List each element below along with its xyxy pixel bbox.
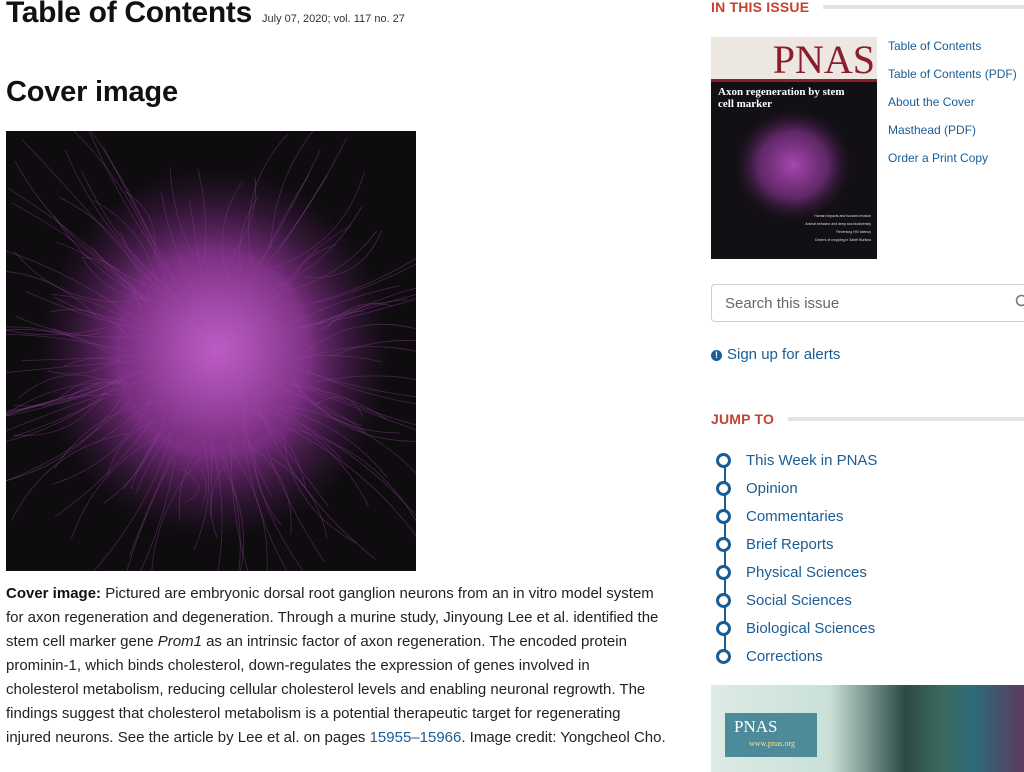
caption-label: Cover image: <box>6 585 102 602</box>
toc-pdf-link[interactable]: Table of Contents (PDF) <box>888 67 1017 81</box>
in-this-issue-label: IN THIS ISSUE <box>711 0 810 15</box>
cover-headline-line-1: Axon regeneration by stem <box>718 86 845 98</box>
search-icon[interactable] <box>1015 294 1024 309</box>
issue-link-item <box>888 37 1017 65</box>
masthead-pdf-link[interactable]: Masthead (PDF) <box>888 123 977 137</box>
jump-item-brief-reports <box>711 530 877 558</box>
search-issue-box <box>711 284 1024 322</box>
sign-up-alerts-link[interactable] <box>711 346 840 363</box>
issue-cover-thumbnail[interactable] <box>711 37 877 259</box>
cover-teaser: Reversing HIV latency <box>836 230 871 234</box>
gene-name: Prom1 <box>157 633 202 650</box>
circle-icon <box>716 509 731 524</box>
issue-link-item <box>888 65 1017 93</box>
issue-link-item <box>888 93 1017 121</box>
issue-info: July 07, 2020; vol. 117 no. 27 <box>262 13 405 25</box>
section-divider <box>788 417 1024 421</box>
banner-url: www.pnas.org <box>749 739 795 748</box>
banner-logo-box <box>725 713 817 757</box>
exclamation-icon: ! <box>711 350 722 361</box>
jump-link[interactable]: Social Sciences <box>746 591 852 609</box>
jump-item-opinion <box>711 474 877 502</box>
page-title-row <box>6 0 405 30</box>
cover-section-heading: Cover image <box>6 76 178 108</box>
circle-icon <box>716 453 731 468</box>
jump-to-label: JUMP TO <box>711 411 775 427</box>
cover-image[interactable] <box>6 131 416 571</box>
jump-link[interactable]: Brief Reports <box>746 535 834 553</box>
banner-logo: PNAS <box>734 717 778 736</box>
about-cover-link[interactable]: About the Cover <box>888 95 975 109</box>
jump-item-biological-sciences <box>711 614 877 642</box>
jump-link[interactable]: Physical Sciences <box>746 563 867 581</box>
circle-icon <box>716 621 731 636</box>
cover-masthead: PNAS <box>772 37 875 82</box>
caption-text: Pictured are embryonic dorsal root ganglion neurons from an in vitro model system for axon regeneration and degeneration. Through a murine study, Jinyoung Lee et al. identified the stem cell marker gene <box>6 585 659 650</box>
jump-link[interactable]: Commentaries <box>746 507 844 525</box>
circle-icon <box>716 649 731 664</box>
jump-to-heading <box>711 408 1024 430</box>
jump-link[interactable]: Corrections <box>746 647 823 665</box>
jump-item-physical-sciences <box>711 558 877 586</box>
cover-teaser: Animal behavior and deep sea biodiversity <box>805 222 871 226</box>
jump-link[interactable]: Opinion <box>746 479 798 497</box>
jump-item-commentaries <box>711 502 877 530</box>
cover-caption <box>6 582 666 750</box>
section-divider <box>823 5 1024 9</box>
sidebar <box>711 0 1024 772</box>
jump-item-corrections <box>711 642 877 670</box>
in-this-issue-heading <box>711 0 1024 18</box>
jump-item-this-week <box>711 446 877 474</box>
toc-link[interactable]: Table of Contents <box>888 39 982 53</box>
article-pages-link[interactable]: 15955–15966 <box>369 729 462 746</box>
caption-text: as an intrinsic factor of axon regeneration. The encoded protein prominin-1, which binds cholesterol, down-regulates the expression of genes involved in cholesterol metabolism, reducing cellular cholesterol levels and enabling neuronal regrowth. The findings suggest that cholesterol metabolism is a potential therapeutic target for regenerating injured neurons. See the article by Lee et al. on pages <box>6 633 646 746</box>
order-print-copy-link[interactable]: Order a Print Copy <box>888 151 989 165</box>
page-title: Table of Contents <box>6 0 253 29</box>
cover-teaser: Drivers of cropping in Sahel Burkina <box>815 238 871 242</box>
caption-credit: . Image credit: Yongcheol Cho. <box>461 729 666 746</box>
jump-to-list <box>711 446 877 670</box>
cover-headline-line-2: cell marker <box>718 98 773 110</box>
issue-link-item <box>888 121 1017 149</box>
circle-icon <box>716 565 731 580</box>
search-input[interactable] <box>723 294 987 313</box>
jump-link[interactable]: This Week in PNAS <box>746 451 878 469</box>
issue-link-item <box>888 149 1017 177</box>
circle-icon <box>716 593 731 608</box>
cover-teaser: Human impacts and tsunami erosion <box>814 214 871 218</box>
circle-icon <box>716 537 731 552</box>
jump-link[interactable]: Biological Sciences <box>746 619 876 637</box>
jump-item-social-sciences <box>711 586 877 614</box>
circle-icon <box>716 481 731 496</box>
pnas-banner-ad[interactable] <box>711 685 1024 772</box>
alerts-label: Sign up for alerts <box>727 346 841 363</box>
issue-links-list <box>888 37 1017 177</box>
